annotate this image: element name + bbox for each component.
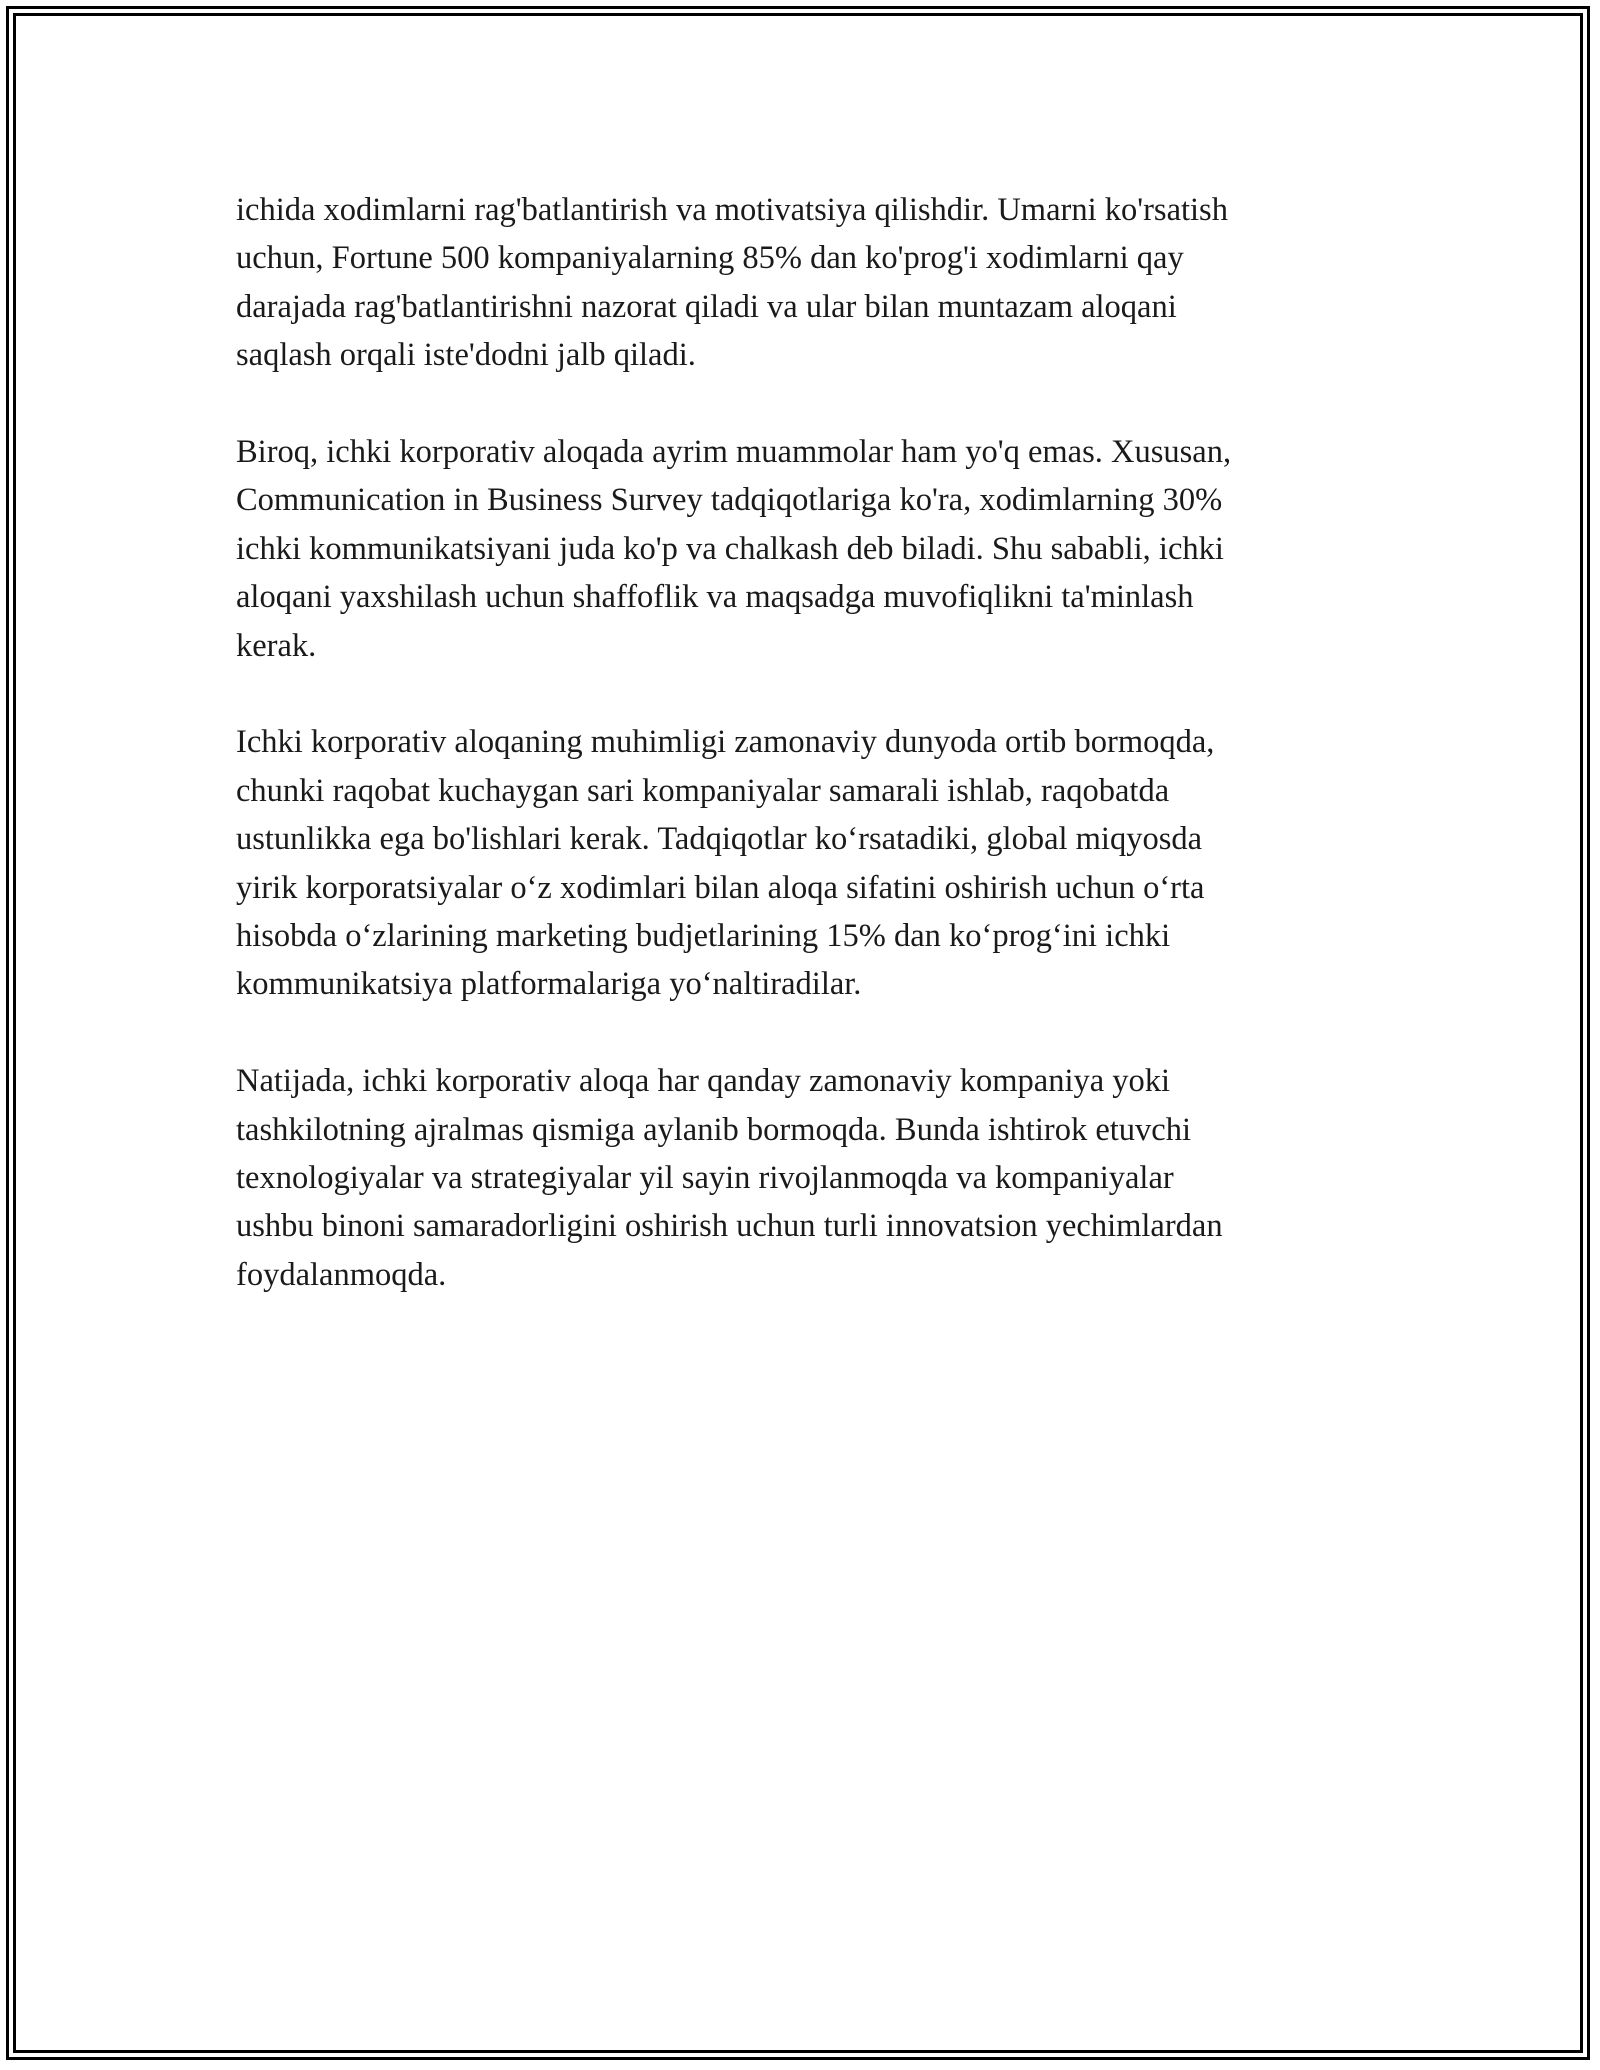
text-line: aloqani yaxshilash uchun shaffoflik va maqsadga muvofiqlikni ta'minlash (236, 579, 1194, 616)
text-line: ichki kommunikatsiyani juda ko'p va chalkash deb biladi. Shu sababli, ichki (236, 530, 1224, 567)
document-body (236, 186, 1386, 1348)
text-line: Biroq, ichki korporativ aloqada ayrim muammolar ham yo'q emas. Xususan, (236, 434, 1232, 471)
text-line: ichida xodimlarni rag'batlantirish va motivatsiya qilishdir. Umarni ko'rsatish (236, 192, 1228, 228)
paragraph-4 (236, 1057, 1386, 1299)
text-line: yirik korporatsiyalar o‘z xodimlari bilan aloqa sifatini oshirish uchun o‘rta (236, 869, 1205, 906)
text-line: foydalanmoqda. (236, 1256, 447, 1293)
text-line: ushbu binoni samaradorligini oshirish uchun turli innovatsion yechimlardan (236, 1208, 1223, 1245)
paragraph-1 (236, 186, 1386, 380)
text-line: kerak. (236, 627, 317, 664)
text-line: Communication in Business Survey tadqiqotlariga ko'ra, xodimlarning 30% (236, 482, 1223, 519)
text-line: hisobda o‘zlarining marketing budjetlarining 15% dan ko‘prog‘ini ichki (236, 918, 1171, 955)
text-line: tashkilotning ajralmas qismiga aylanib bormoqda. Bunda ishtirok etuvchi (236, 1111, 1191, 1148)
text-line: Natijada, ichki korporativ aloqa har qanday zamonaviy kompaniya yoki (236, 1063, 1171, 1100)
text-line: kommunikatsiya platformalariga yo‘naltiradilar. (236, 966, 862, 1003)
text-line: chunki raqobat kuchaygan sari kompaniyalar samarali ishlab, raqobatda (236, 772, 1170, 809)
paragraph-3 (236, 718, 1386, 1008)
paragraph-2 (236, 428, 1386, 670)
text-line: Ichki korporativ aloqaning muhimligi zamonaviy dunyoda ortib bormoqda, (236, 724, 1215, 761)
text-line: uchun, Fortune 500 kompaniyalarning 85% dan ko'prog'i xodimlarni qay (236, 240, 1184, 277)
text-line: texnologiyalar va strategiyalar yil sayin rivojlanmoqda va kompaniyalar (236, 1160, 1174, 1197)
text-line: ustunlikka ega bo'lishlari kerak. Tadqiqotlar ko‘rsatadiki, global miqyosda (236, 821, 1203, 858)
text-line: saqlash orqali iste'dodni jalb qiladi. (236, 337, 696, 374)
text-line: darajada rag'batlantirishni nazorat qiladi va ular bilan muntazam aloqani (236, 288, 1177, 325)
